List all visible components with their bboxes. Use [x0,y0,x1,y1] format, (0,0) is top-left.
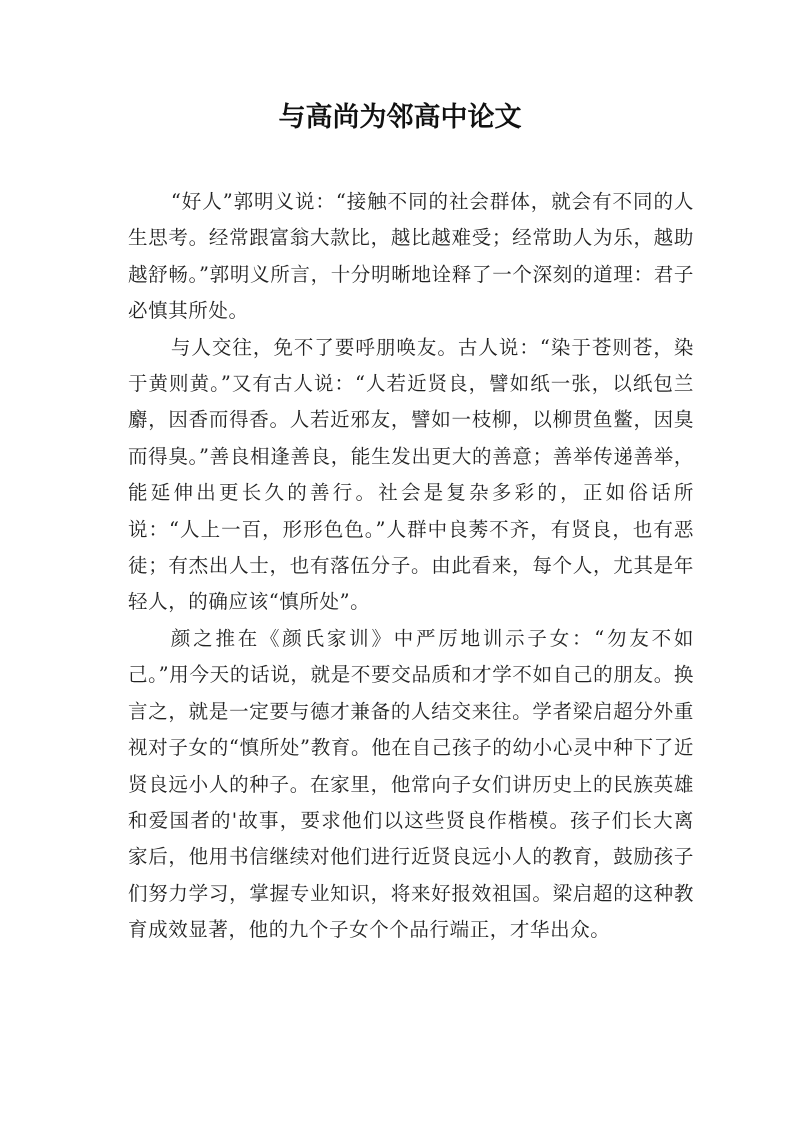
document-body [128,184,694,949]
paragraph-2: 与人交往，免不了要呼朋唤友。古人说：“染于苍则苍，染于黄则黄。”又有古人说：“人若近贤良，譬如纸一张，以纸包兰麝，因香而得香。人若近邪友，譬如一枝柳，以柳贯鱼鳖，因臭而得臭。”善良相逢善良，能生发出更大的善意；善举传递善举，能延伸出更长久的善行。社会是复杂多彩的，正如俗话所说：“人上一百，形形色色。”人群中良莠不齐，有贤良，也有恶徒；有杰出人士，也有落伍分子。由此看来，每个人，尤其是年轻人，的确应该“慎所处”。 [128,335,694,614]
document-title: 与高尚为邻高中论文 [278,102,522,133]
paragraph-1: “好人”郭明义说：“接触不同的社会群体，就会有不同的人生思考。经常跟富翁大款比，越比越难受；经常助人为乐，越助越舒畅。”郭明义所言，十分明晰地诠释了一个深刻的道理：君子必慎其所处。 [128,190,694,323]
paragraph-3: 颜之推在《颜氏家训》中严厉地训示子女：“勿友不如己。”用今天的话说，就是不要交品质和才学不如自己的朋友。换言之，就是一定要与德才兼备的人结交来往。学者梁启超分外重视对子女的“慎所处”教育。他在自己孩子的幼小心灵中种下了近贤良远小人的种子。在家里，他常向子女们讲历史上的民族英雄和爱国者的'故事，要求他们以这些贤良作楷模。孩子们长大离家后，他用书信继续对他们进行近贤良远小人的教育，鼓励孩子们努力学习，掌握专业知识，将来好报效祖国。梁启超的这种教育成效显著，他的九个子女个个品行端正，才华出众。 [128,626,694,942]
